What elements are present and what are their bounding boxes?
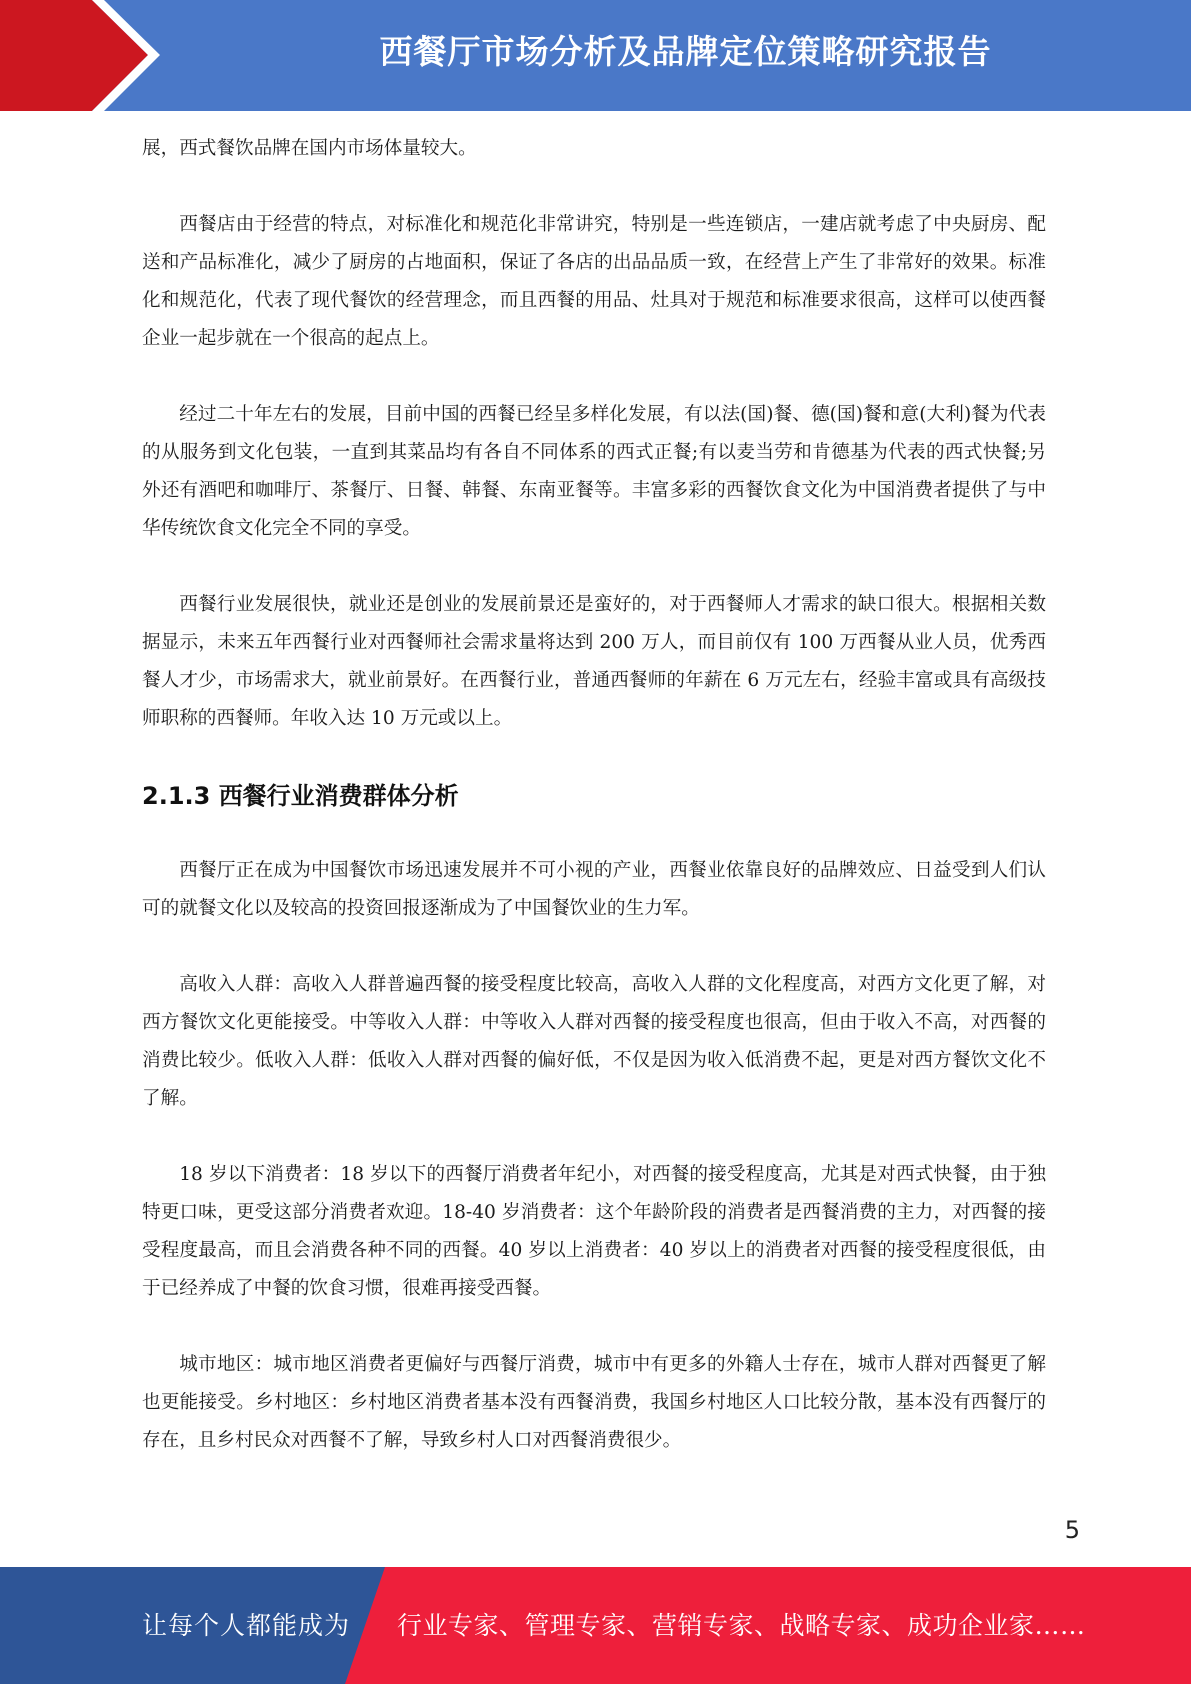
paragraph-age-groups: 18 岁以下消费者：18 岁以下的西餐厅消费者年纪小，对西餐的接受程度高，尤其是对西式快餐，由于独特更口味，更受这部分消费者欢迎。18-40 岁消费者：这个年龄阶段的消费者是西餐消费的主力，对西餐的接受程度最高，而且会消费各种不同的西餐。40 岁以上消费者：40 岁以上的消费者对西餐的接受程度很低，由于已经养成了中餐的饮食习惯，很难再接受西餐。 <box>142 1164 1046 1299</box>
paragraph-continuation: 展，西式餐饮品牌在国内市场体量较大。 <box>142 138 477 159</box>
page-header-banner <box>0 0 1191 111</box>
paragraph-urban-rural: 城市地区：城市地区消费者更偏好与西餐厅消费，城市中有更多的外籍人士存在，城市人群对西餐更了解也更能接受。乡村地区：乡村地区消费者基本没有西餐消费，我国乡村地区人口比较分散，基本没有西餐厅的存在，且乡村民众对西餐不了解，导致乡村人口对西餐消费很少。 <box>142 1354 1046 1451</box>
page-footer-banner <box>0 1567 1191 1684</box>
paragraph-standardization: 西餐店由于经营的特点，对标准化和规范化非常讲究，特别是一些连锁店，一建店就考虑了中央厨房、配送和产品标准化，减少了厨房的占地面积，保证了各店的出品品质一致，在经营上产生了非常好的效果。标准化和规范化，代表了现代餐饮的经营理念，而且西餐的用品、灶具对于规范和标准要求很高，这样可以使西餐企业一起步就在一个很高的起点上。 <box>142 214 1046 349</box>
document-title: 西餐厅市场分析及品牌定位策略研究报告 <box>379 32 992 71</box>
paragraph-industry-growth: 西餐厅正在成为中国餐饮市场迅速发展并不可小视的产业，西餐业依靠良好的品牌效应、日益受到人们认可的就餐文化以及较高的投资回报逐渐成为了中国餐饮业的生力军。 <box>142 860 1046 919</box>
footer-slogan-left: 让每个人都能成为 <box>142 1611 351 1640</box>
paragraph-income-groups: 高收入人群：高收入人群普遍西餐的接受程度比较高，高收入人群的文化程度高，对西方文化更了解，对西方餐饮文化更能接受。中等收入人群：中等收入人群对西餐的接受程度也很高，但由于收入不高，对西餐的消费比较少。低收入人群：低收入人群对西餐的偏好低，不仅是因为收入低消费不起，更是对西方餐饮文化不了解。 <box>142 974 1046 1109</box>
paragraph-employment: 西餐行业发展很快，就业还是创业的发展前景还是蛮好的，对于西餐师人才需求的缺口很大。根据相关数据显示，未来五年西餐行业对西餐师社会需求量将达到 200 万人，而目前仅有 100 万西餐从业人员，优秀西餐人才少，市场需求大，就业前景好。在西餐行业，普通西餐师的年薪在 6 万元左右，经验丰富或具有高级技师职称的西餐师。年收入达 10 万元或以上。 <box>142 594 1046 729</box>
page-number: 5 <box>1064 1516 1080 1544</box>
section-heading: 2.1.3 西餐行业消费群体分析 <box>142 782 459 810</box>
document-body <box>142 130 1046 1498</box>
paragraph-diversification: 经过二十年左右的发展，目前中国的西餐已经呈多样化发展，有以法(国)餐、德(国)餐和意(大利)餐为代表的从服务到文化包装，一直到其菜品均有各自不同体系的西式正餐;有以麦当劳和肯德基为代表的西式快餐;另外还有酒吧和咖啡厅、茶餐厅、日餐、韩餐、东南亚餐等。丰富多彩的西餐饮食文化为中国消费者提供了与中华传统饮食文化完全不同的享受。 <box>142 404 1046 539</box>
footer-slogan-right: 行业专家、管理专家、营销专家、战略专家、成功企业家…… <box>397 1611 1086 1640</box>
